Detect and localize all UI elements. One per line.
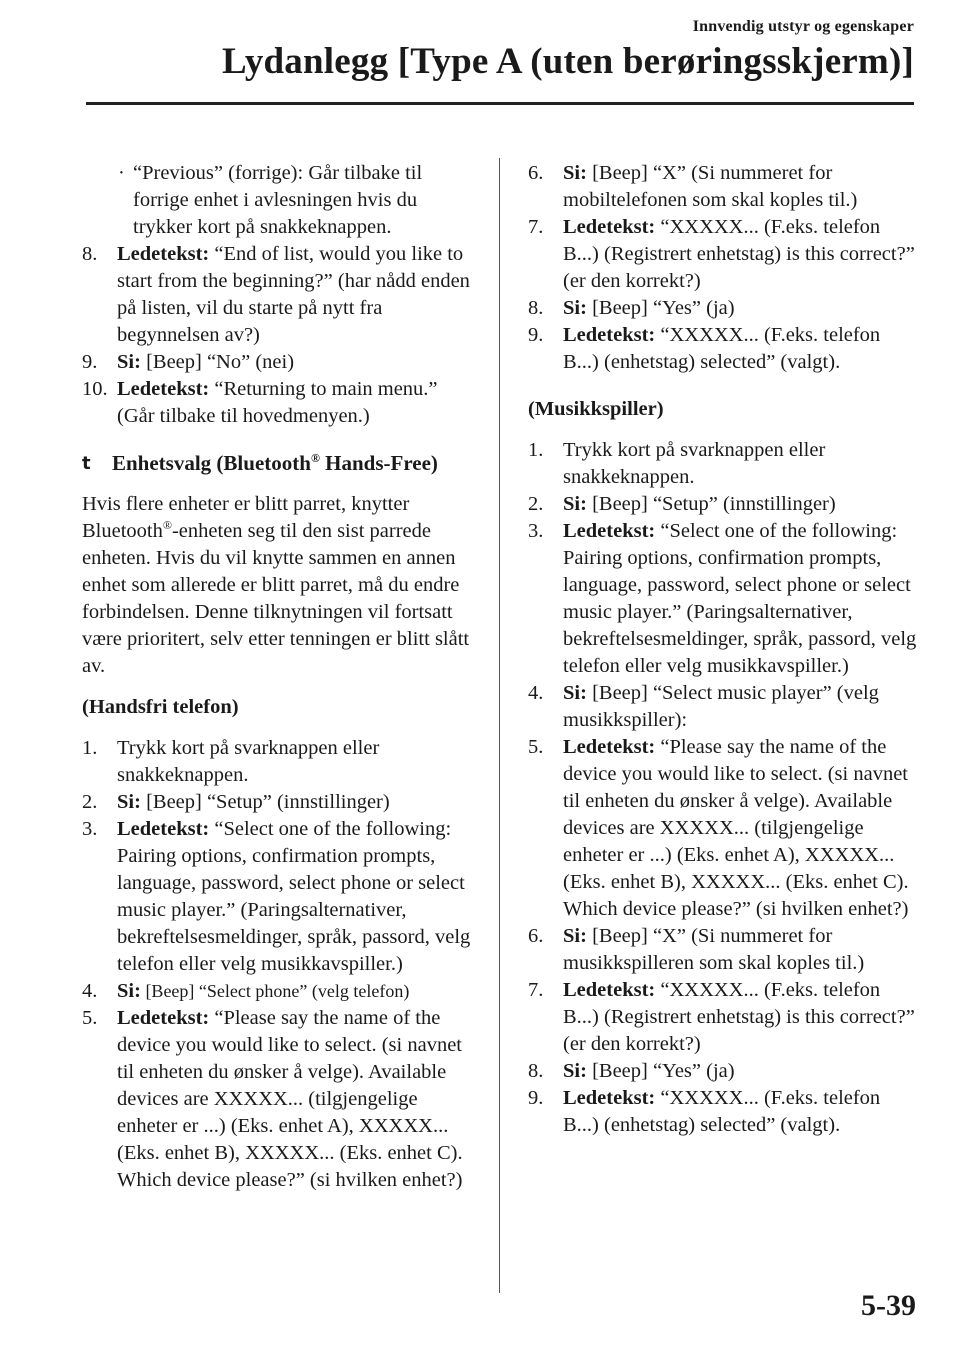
list-item [528,734,920,923]
list-item [82,978,472,1005]
step-text: [Beep] “Select phone” (velg telefon) [140,981,410,1001]
step-text: “Returning to main menu.” (Går tilbake til hovedmenyen.) [117,378,438,427]
list-item [82,816,472,978]
step-label: Ledetekst: [563,979,656,1001]
list-item [528,491,920,518]
step-number: 9. [528,1087,544,1109]
heading-text-end: Hands-Free) [319,451,438,475]
step-text: [Beep] “Setup” (innstillinger) [586,493,836,515]
step-number: 3. [528,520,544,542]
step-label: Si: [563,682,587,704]
step-number: 8. [528,297,544,319]
step-number: 1. [528,439,544,461]
list-item [82,376,472,430]
step-text: [Beep] “No” (nei) [140,351,295,373]
step-text: “XXXXX... (F.eks. telefon B...) (Registrert enhetstag) is this correct?” (er den korrekt?) [563,979,915,1055]
list-item [528,1058,920,1085]
list-item [82,241,472,349]
heading-text: Enhetsvalg (Bluetooth [112,451,311,475]
list-item [528,518,920,680]
list-item [528,322,920,376]
step-label: Si: [563,162,587,184]
step-text: Trykk kort på svarknappen eller snakkeknappen. [563,439,826,488]
right-column [528,160,920,1139]
step-number: 4. [528,682,544,704]
step-label: Si: [117,351,141,373]
step-label: Ledetekst: [563,736,656,758]
step-text: [Beep] “X” (Si nummeret for musikkspilleren som skal koples til.) [563,925,865,974]
list-item [528,295,920,322]
left-column [82,160,472,1194]
step-number: 8. [528,1060,544,1082]
list-item [82,735,472,789]
list-item [82,349,472,376]
step-text: “Select one of the following: Pairing options, confirmation prompts, language, password, select phone or select music player.” (Paringsalternativer, bekreftelsesmeldinger, språk, passord, velg telefon eller velg musikkavspiller.) [563,520,917,677]
list-item [528,437,920,491]
section-heading [82,450,472,477]
step-label: Ledetekst: [117,1007,210,1029]
bullet-text: “Previous” (forrige): Går tilbake til forrige enhet i avlesningen hvis du trykker kort på snakkeknappen. [133,162,423,238]
chapter-subtitle: Innvendig utstyr og egenskaper [692,18,914,35]
page-title: Lydanlegg [Type A (uten berøringsskjerm)] [221,41,914,82]
step-label: Si: [117,791,141,813]
step-text: Trykk kort på svarknappen eller snakkeknappen. [117,737,380,786]
step-text: “Please say the name of the device you would like to select. (si navnet til enheten du ønsker å velge). Available devices are XXXXX... (tilgjengelige enheter er ...) (Eks. enhet A), XXXXX... (Eks. enhet B), XXXXX... (Eks. enhet C). Which device please?” (si hvilken enhet?) [563,736,909,920]
step-label: Ledetekst: [117,818,210,840]
registered-mark: ® [310,451,320,465]
step-number: 1. [82,737,98,759]
step-number: 5. [528,736,544,758]
step-number: 6. [528,162,544,184]
step-list-continued [528,160,920,376]
list-item [528,214,920,295]
list-item [528,977,920,1058]
step-number: 2. [82,791,98,813]
registered-mark: ® [162,518,172,533]
step-number: 9. [82,351,98,373]
bullet-item [82,160,472,241]
step-number: 10. [82,378,108,400]
step-number: 7. [528,216,544,238]
spacer [528,376,920,386]
step-label: Ledetekst: [563,520,656,542]
bullet-dot: · [118,162,125,184]
step-text: “XXXXX... (F.eks. telefon B...) (Registrert enhetstag) is this correct?” (er den korrekt?) [563,216,915,292]
step-text: “Please say the name of the device you would like to select. (si navnet til enheten du ønsker å velge). Available devices are XXXXX... (tilgjengelige enheter er ...) (Eks. enhet A), XXXXX... (Eks. enhet B), XXXXX... (Eks. enhet C). Which device please?” (si hvilken enhet?) [117,1007,463,1191]
step-text: “XXXXX... (F.eks. telefon B...) (enhetstag) selected” (valgt). [563,324,881,373]
list-item [528,923,920,977]
step-list-top [82,241,472,430]
step-list-handsfree [82,735,472,1194]
step-label: Ledetekst: [563,324,656,346]
step-text: [Beep] “Yes” (ja) [586,297,735,319]
step-label: Ledetekst: [563,1087,656,1109]
step-number: 7. [528,979,544,1001]
list-item [82,1005,472,1194]
step-text: “Select one of the following: Pairing options, confirmation prompts, language, password, select phone or select music player.” (Paringsalternativer, bekreftelsesmeldinger, språk, passord, velg telefon eller velg musikkavspiller.) [117,818,471,975]
step-text: [Beep] “Yes” (ja) [586,1060,735,1082]
para-text-end: -enheten seg til den sist parrede enheten. Hvis du vil knytte sammen en annen enhet som allerede er blitt parret, må du endre forbindelsen. Denne tilknytningen vil fortsatt være prioritert, selv etter tenningen er blitt slått av. [82,520,470,677]
subheading-handsfree: (Handsfri telefon) [82,696,239,718]
step-label: Ledetekst: [117,243,210,265]
step-number: 2. [528,493,544,515]
step-number: 5. [82,1007,98,1029]
step-text: “End of list, would you like to start from the beginning?” (har nådd enden på listen, vil du starte på nytt fra begynnelsen av?) [117,243,470,346]
list-item [82,789,472,816]
step-number: 6. [528,925,544,947]
step-number: 4. [82,980,98,1002]
step-text: “XXXXX... (F.eks. telefon B...) (enhetstag) selected” (valgt). [563,1087,881,1136]
list-item [528,160,920,214]
step-number: 8. [82,243,98,265]
step-text: [Beep] “Setup” (innstillinger) [140,791,390,813]
page-number: 5-39 [861,1289,916,1322]
step-text: [Beep] “Select music player” (velg musikkspiller): [563,682,879,731]
para-text: Hvis flere enheter er blitt parret, knytter Bluetooth [82,493,410,542]
list-item [528,1085,920,1139]
section-marker-icon: t [82,453,91,474]
step-label: Si: [563,1060,587,1082]
header-rule [86,102,914,105]
step-label: Si: [563,925,587,947]
step-label: Si: [563,297,587,319]
step-label: Si: [117,980,141,1002]
step-text: [Beep] “X” (Si nummeret for mobiltelefonen som skal koples til.) [563,162,858,211]
step-label: Ledetekst: [117,378,210,400]
step-number: 9. [528,324,544,346]
step-list-music-player [528,437,920,1139]
step-number: 3. [82,818,98,840]
list-item [528,680,920,734]
subheading-music-player: (Musikkspiller) [528,398,664,420]
step-label: Si: [563,493,587,515]
step-label: Ledetekst: [563,216,656,238]
intro-paragraph [82,491,472,680]
column-divider [499,158,500,1293]
